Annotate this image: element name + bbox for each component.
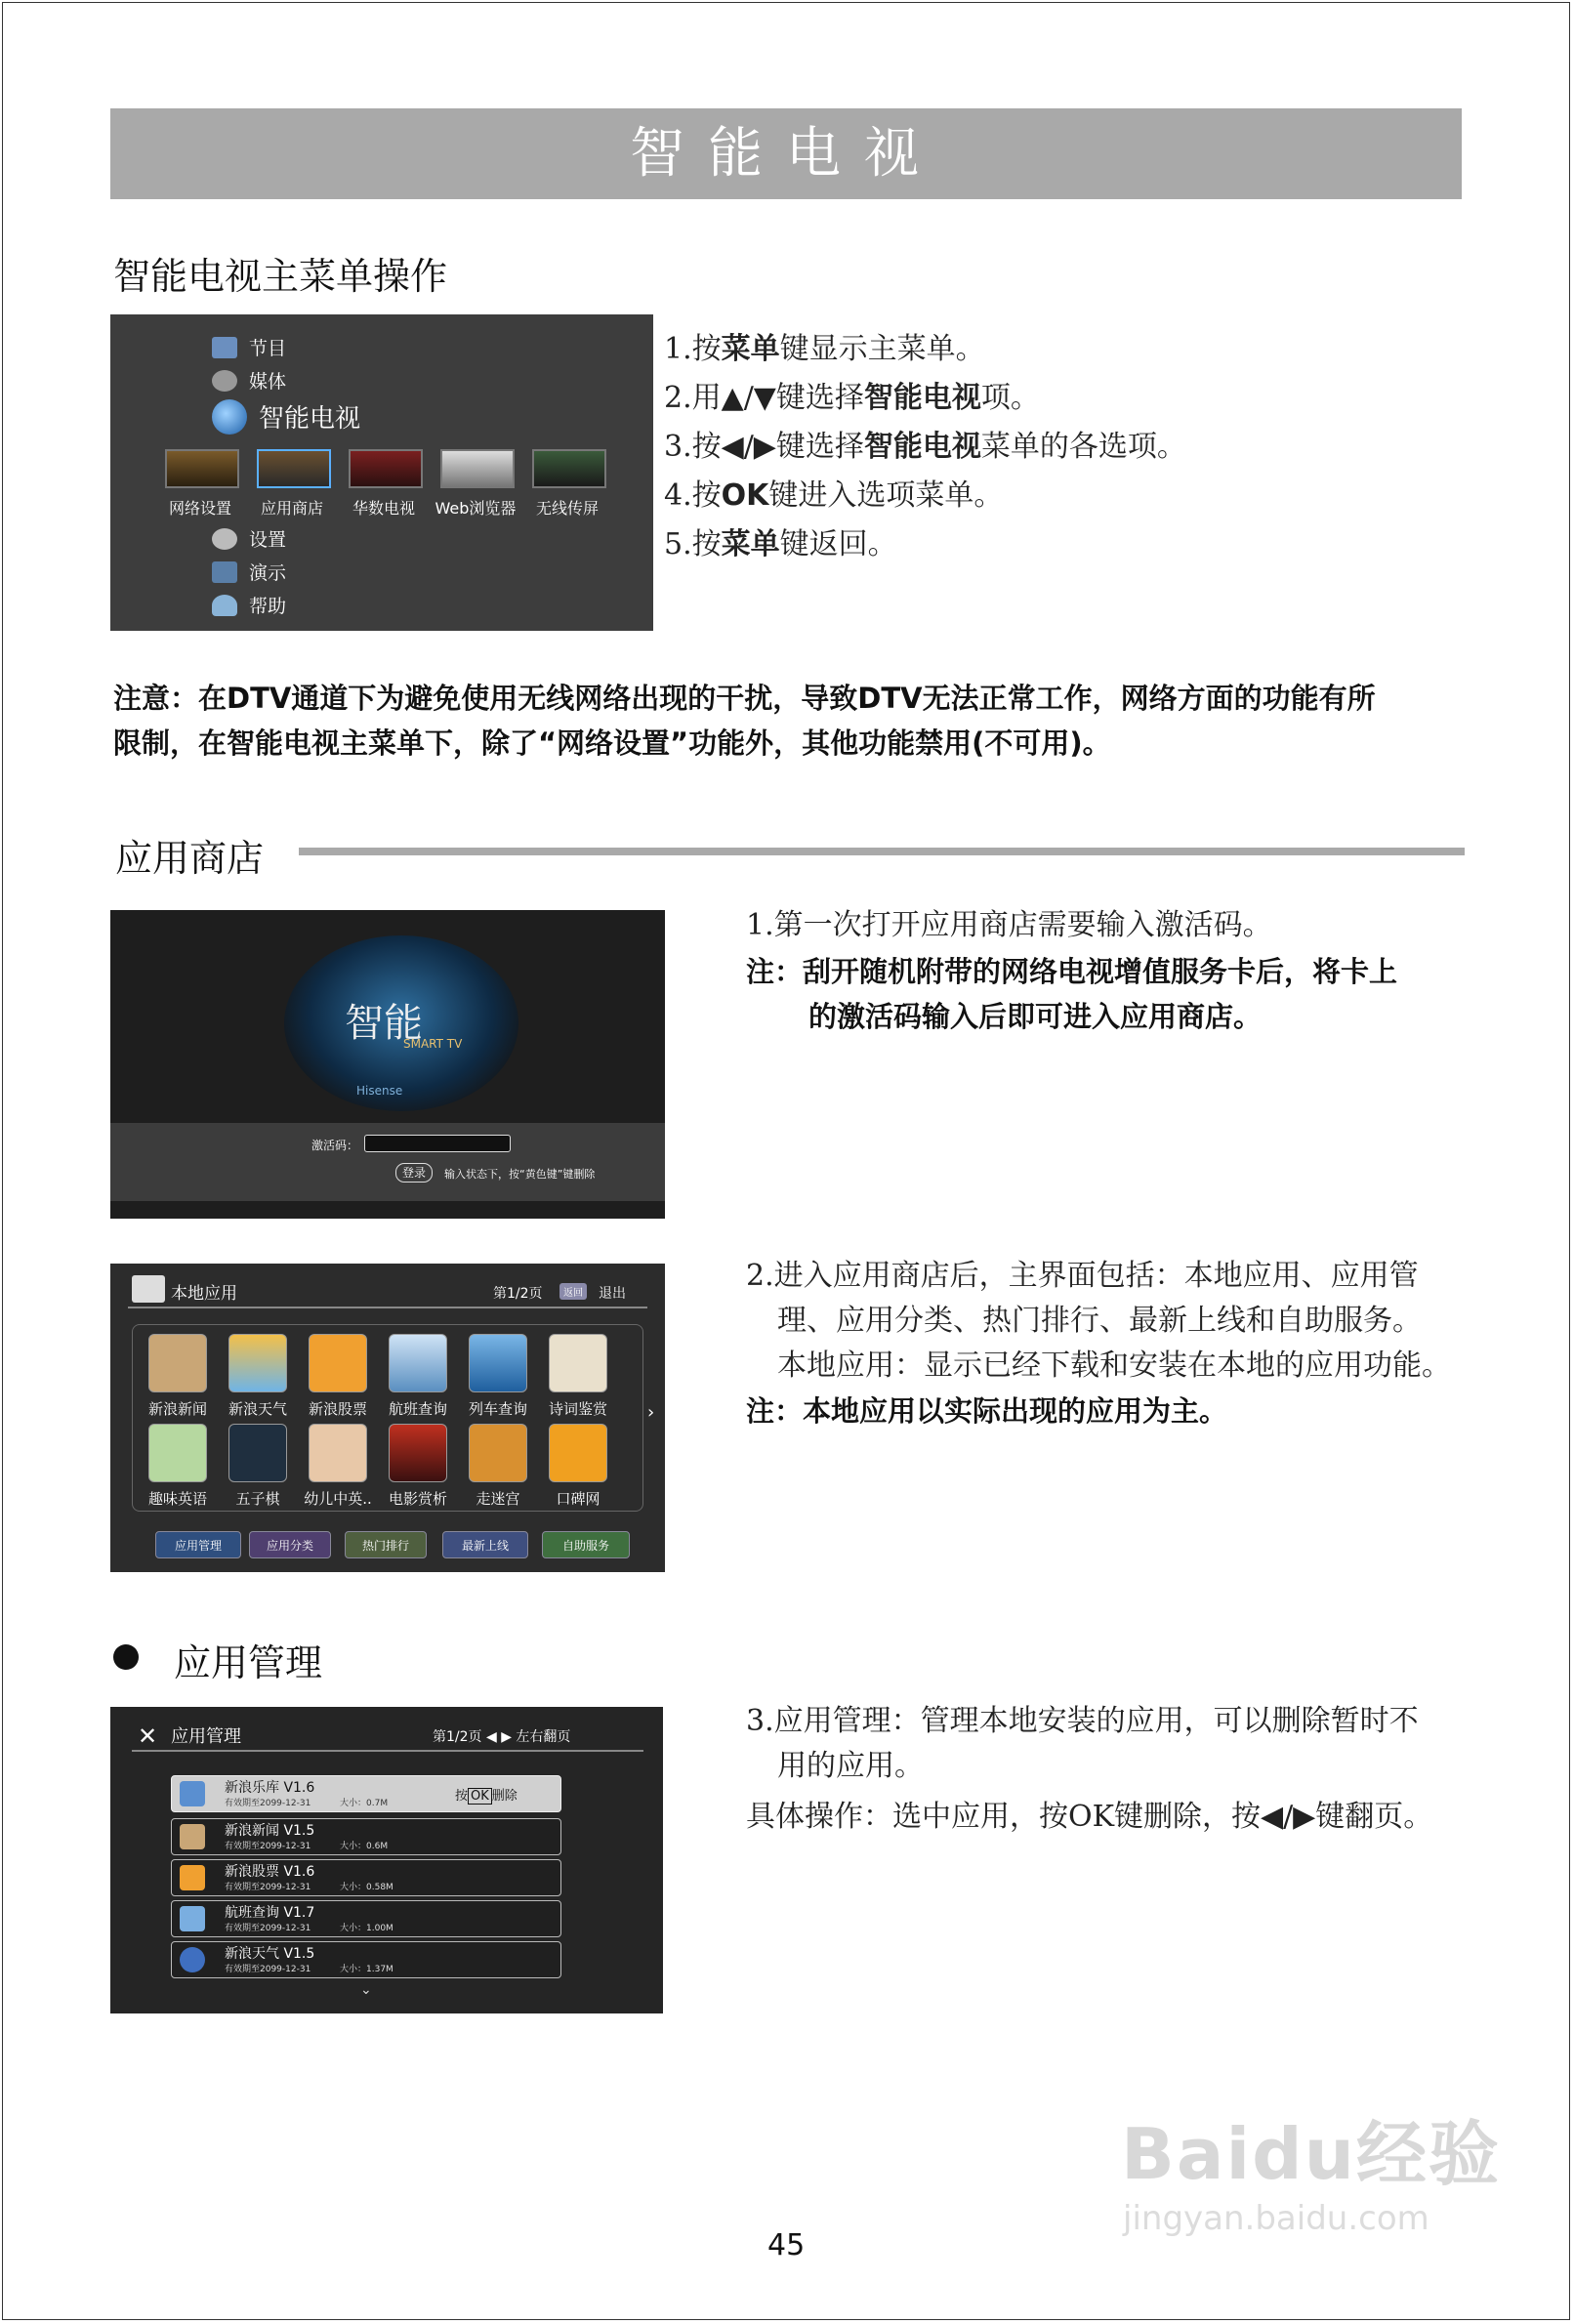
- app-sina-stocks[interactable]: 新浪股票: [300, 1334, 376, 1419]
- activation-code-label: 激活码：: [311, 1139, 359, 1152]
- local-apps-title: 本地应用: [171, 1284, 237, 1304]
- toolbar-app-categories[interactable]: 应用分类: [249, 1531, 331, 1558]
- section-heading-app-management: 应用管理: [174, 1641, 323, 1684]
- app-koubei[interactable]: 口碑网: [540, 1424, 616, 1509]
- watermark-logo: Baidu经验: [1121, 2113, 1501, 2195]
- app-row[interactable]: 航班查询 V1.7 有效期至2099-12-31 大小：1.00M: [171, 1900, 561, 1937]
- toolbar-hot-ranking[interactable]: 热门排行: [345, 1531, 427, 1558]
- menu-item-help: 帮助: [212, 592, 286, 618]
- section-heading-app-store: 应用商店: [115, 837, 265, 880]
- step-4: 4.按OK键进入选项菜单。: [664, 478, 1004, 513]
- local-apps-screen: [110, 1264, 665, 1572]
- back-key: 返回: [559, 1283, 587, 1300]
- delete-hint: 输入状态下，按“黄色键”键删除: [444, 1168, 596, 1181]
- section-heading-main-menu: 智能电视主菜单操作: [113, 255, 448, 298]
- weather-icon: [228, 1334, 287, 1392]
- app-management-text: 3.应用管理：管理本地安装的应用，可以删除暂时不 用的应用。 具体操作：选中应用，按OK键删除，按◀/▶键翻页。: [746, 1704, 1433, 1834]
- train-icon: [469, 1334, 527, 1392]
- help-icon: [212, 595, 237, 616]
- home-grid-icon: [132, 1275, 165, 1303]
- wireless-display-thumbnail: [532, 449, 606, 488]
- logo-text: 智能: [345, 1001, 423, 1046]
- sub-item-huashu-tv: 华数电视: [352, 499, 415, 518]
- menu-item-programs: 节目: [212, 334, 286, 360]
- menu-steps: [664, 325, 1186, 569]
- gomoku-icon: [228, 1424, 287, 1482]
- delete-hint: 按 OK 删除: [455, 1789, 518, 1804]
- network-settings-thumbnail: [165, 449, 239, 488]
- plane-icon: [180, 1906, 205, 1931]
- gear-icon: [212, 528, 237, 550]
- app-store-text-2: 2.进入应用商店后，主界面包括：本地应用、应用管 理、应用分类、热门排行、最新上线和自助服务。 本地应用：显示已经下载和安装在本地的应用功能。 注：本地应用以实际出现的应用为主。: [746, 1259, 1451, 1428]
- stocks-icon: [180, 1865, 205, 1890]
- media-icon: [212, 370, 237, 392]
- title-divider: [128, 1307, 647, 1308]
- plane-icon: [389, 1334, 447, 1392]
- sub-item-web-browser: Web浏览器: [435, 499, 517, 518]
- dtv-note: 注意：在DTV通道下为避免使用无线网络出现的干扰，导致DTV无法正常工作，网络方面的功能有所 限制，在智能电视主菜单下，除了“网络设置”功能外，其他功能禁用(不可用)。: [113, 682, 1376, 760]
- app-sina-weather[interactable]: 新浪天气: [220, 1334, 296, 1419]
- app-flight-query[interactable]: 航班查询: [380, 1334, 456, 1419]
- app-row-selected[interactable]: 新浪乐库 V1.6 有效期至2099-12-31 大小：0.7M 按 OK 删除: [171, 1775, 561, 1812]
- app-store-thumbnail: [257, 449, 331, 488]
- app-kids-chinese-english[interactable]: 幼儿中英..: [300, 1424, 376, 1509]
- activation-screen: [110, 910, 665, 1219]
- brand-logo: Hisense: [356, 1084, 403, 1098]
- management-title: 应用管理: [171, 1726, 241, 1747]
- smart-tv-menu-screen: [110, 314, 653, 631]
- tools-icon: ✕: [138, 1722, 158, 1750]
- app-gomoku[interactable]: 五子棋: [220, 1424, 296, 1509]
- step-1: 1.按菜单键显示主菜单。: [664, 332, 985, 366]
- sub-item-wireless-display: 无线传屏: [535, 499, 599, 518]
- app-store-text-1: 1.第一次打开应用商店需要输入激活码。 注：刮开随机附带的网络电视增值服务卡后，将卡上 的激活码输入后即可进入应用商店。: [746, 908, 1398, 1033]
- watermark-url: jingyan.baidu.com: [1123, 2199, 1429, 2238]
- title-divider: [132, 1750, 643, 1752]
- paging-hint: 第1/2页 ◀ ▶ 左右翻页: [433, 1729, 571, 1745]
- stocks-icon: [309, 1334, 367, 1392]
- app-poetry[interactable]: 诗词鉴赏: [540, 1334, 616, 1419]
- maze-icon: [469, 1424, 527, 1482]
- toolbar-new-releases[interactable]: 最新上线: [442, 1531, 528, 1558]
- app-movie[interactable]: 电影赏析: [380, 1424, 456, 1509]
- section-rule: [299, 848, 1465, 855]
- logo-subtext: SMART TV: [403, 1037, 463, 1051]
- koubei-icon: [549, 1424, 607, 1482]
- toolbar-self-service[interactable]: 自助服务: [542, 1531, 630, 1558]
- step-3: 3.按◀/▶键选择智能电视菜单的各选项。: [664, 430, 1186, 464]
- bullet-icon: [113, 1644, 139, 1670]
- poetry-icon: [549, 1334, 607, 1392]
- menu-item-media: 媒体: [212, 367, 286, 394]
- sub-item-network-settings: 网络设置: [168, 499, 231, 518]
- app-row[interactable]: 新浪天气 V1.5 有效期至2099-12-31 大小：1.37M: [171, 1941, 561, 1978]
- kids-icon: [309, 1424, 367, 1482]
- app-maze[interactable]: 走迷宫: [460, 1424, 536, 1509]
- weather-icon: [180, 1947, 205, 1972]
- scroll-down-icon[interactable]: ⌄: [360, 1982, 372, 1998]
- menu-item-smart-tv: 智能电视: [212, 398, 360, 435]
- page-title: 智能电视: [110, 108, 1462, 199]
- globe-icon: [212, 399, 247, 435]
- exit-label[interactable]: 退出: [599, 1286, 626, 1302]
- app-fun-english[interactable]: 趣味英语: [140, 1424, 216, 1509]
- menu-item-settings: 设置: [212, 525, 286, 552]
- activation-code-input[interactable]: [364, 1135, 511, 1152]
- music-icon: [180, 1781, 205, 1806]
- menu-item-demo: 演示: [212, 559, 286, 585]
- app-management-screen: [110, 1707, 663, 2013]
- next-page-arrow-icon[interactable]: ›: [647, 1402, 655, 1423]
- toolbar-app-management[interactable]: 应用管理: [155, 1531, 241, 1558]
- page-indicator: 第1/2页: [493, 1286, 543, 1302]
- movie-icon: [389, 1424, 447, 1482]
- login-button[interactable]: 登录: [395, 1163, 433, 1183]
- app-train-query[interactable]: 列车查询: [460, 1334, 536, 1419]
- sina-news-icon: [148, 1334, 207, 1392]
- demo-icon: [212, 561, 237, 583]
- sub-item-app-store: 应用商店: [260, 499, 323, 518]
- huashu-tv-thumbnail: [349, 449, 423, 488]
- step-5: 5.按菜单键返回。: [664, 527, 897, 561]
- step-2: 2.用▲/▼键选择智能电视项。: [664, 381, 1040, 415]
- web-browser-thumbnail: [440, 449, 515, 488]
- app-row[interactable]: 新浪新闻 V1.5 有效期至2099-12-31 大小：0.6M: [171, 1818, 561, 1855]
- page-number: 45: [767, 2228, 806, 2262]
- app-sina-news[interactable]: 新浪新闻: [140, 1334, 216, 1419]
- app-row[interactable]: 新浪股票 V1.6 有效期至2099-12-31 大小：0.58M: [171, 1859, 561, 1896]
- english-icon: [148, 1424, 207, 1482]
- program-icon: [212, 337, 237, 358]
- news-icon: [180, 1824, 205, 1849]
